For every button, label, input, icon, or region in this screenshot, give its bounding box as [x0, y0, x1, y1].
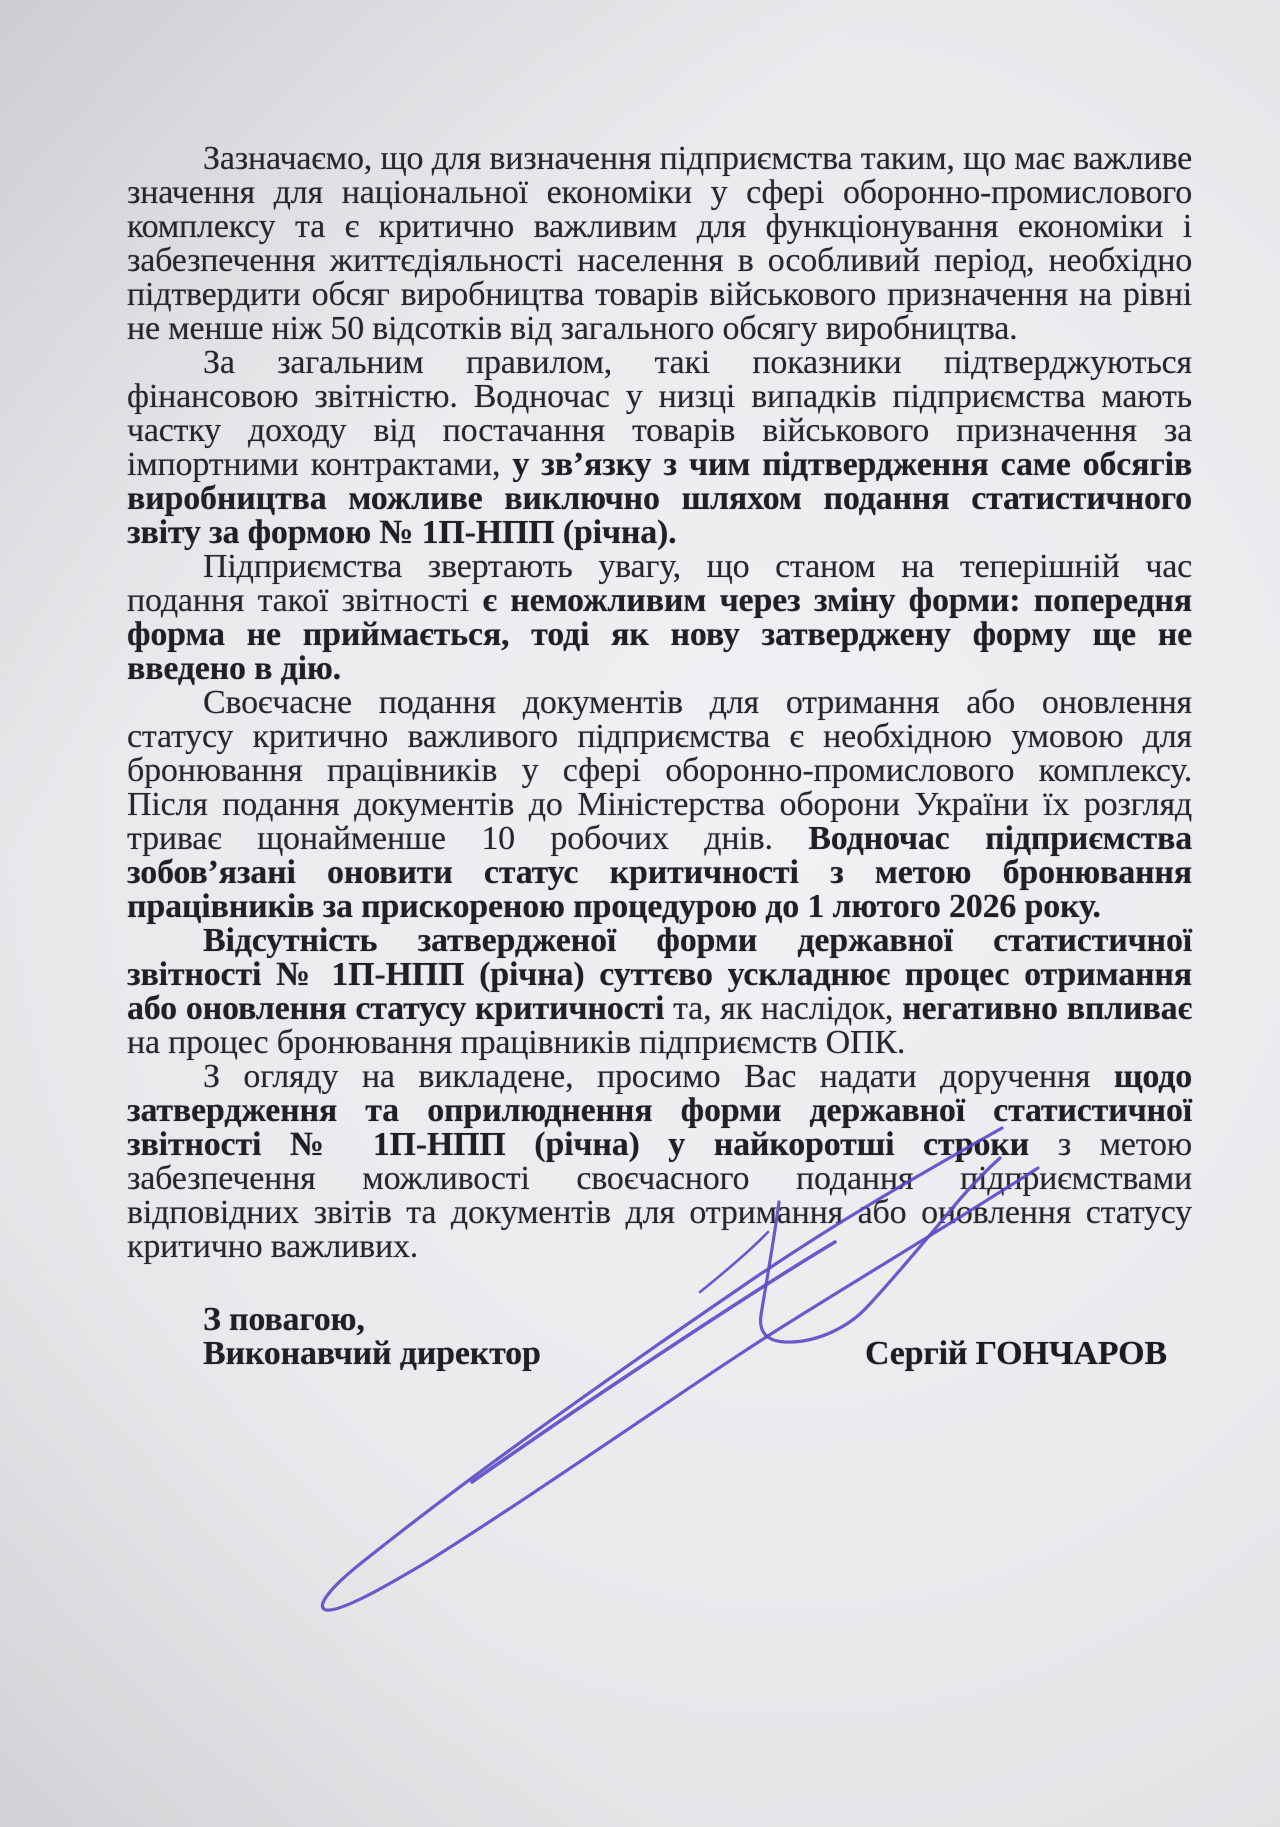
paragraph-p4	[127, 686, 1192, 924]
paragraph-p6	[127, 1060, 1192, 1264]
text-run: на процес бронювання працівників підприємств ОПК.	[127, 1024, 906, 1061]
bold-run: Відсутність затвердженої форми державної статистичної звітності № 1П-НПП (річна) суттєво ускладнює процес отримання або оновлення статусу критичності	[127, 922, 1192, 1027]
text-run: та, як наслідок,	[664, 990, 903, 1027]
closing-block	[127, 1303, 1192, 1371]
text-run: Зазначаємо, що для визначення підприємства таким, що має важливе значення для національної економіки у сфері оборонно-промислового комплексу та є критично важливим для функціонування економіки і забезпечення життєдіяльності населення в особливий період, необхідно підтвердити обсяг виробництва товарів військового призначення на рівні не менше ніж 50 відсотків від загального обсягу виробництва.	[127, 140, 1192, 347]
bold-run: негативно впливає	[902, 990, 1192, 1027]
text-run: Своєчасне подання документів для отримання або оновлення статусу критично важливого підприємства є необхідною умовою для бронювання працівників у сфері оборонно-промислового комплексу. Після подання документів до Міністерства оборони України їх розгляд триває щонайменше 10 робочих днів.	[127, 684, 1192, 857]
letter-paragraphs	[127, 142, 1192, 1264]
closing-title-row	[127, 1337, 1192, 1371]
bold-run: Водночас підприємства зобов’язані оновити статус критичності з метою бронювання працівників за прискореною процедурою до 1 лютого 2026 року.	[127, 820, 1192, 925]
bold-run: у зв’язку з чим підтвердження саме обсягів виробництва можливе виключно шляхом подання статистичного звіту за формою № 1П-НПП (річна).	[127, 446, 1192, 551]
paragraph-p1	[127, 142, 1192, 346]
text-run: З огляду на викладене, просимо Вас надати доручення	[203, 1058, 1114, 1095]
bold-run: щодо затвердження та оприлюднення форми державної статистичної звітності № 1П-НПП (річна) у найкоротші строки	[127, 1058, 1192, 1163]
closing-salutation: З повагою,	[203, 1301, 365, 1338]
text-run: Підприємства звертають увагу, що станом на теперішній час подання такої звітності	[127, 548, 1192, 619]
paragraph-p5	[127, 924, 1192, 1060]
bold-run: є неможливим через зміну форми: попередня форма не приймається, тоді як нову затверджену форму ще не введено в дію.	[127, 582, 1192, 687]
letter-body	[127, 142, 1192, 1371]
paragraph-p3	[127, 550, 1192, 686]
signatory-name: Сергій ГОНЧАРОВ	[865, 1335, 1167, 1372]
text-run: з метою забезпечення можливості своєчасного подання підприємствами відповідних звітів та документів для отримання або оновлення статусу критично важливих.	[127, 1126, 1192, 1265]
text-run: За загальним правилом, такі показники підтверджуються фінансовою звітністю. Водночас у низці випадків підприємства мають частку доходу від постачання товарів військового призначення за імпортними контрактами,	[127, 344, 1192, 483]
paragraph-p2	[127, 346, 1192, 550]
closing-title: Виконавчий директор	[203, 1335, 541, 1372]
